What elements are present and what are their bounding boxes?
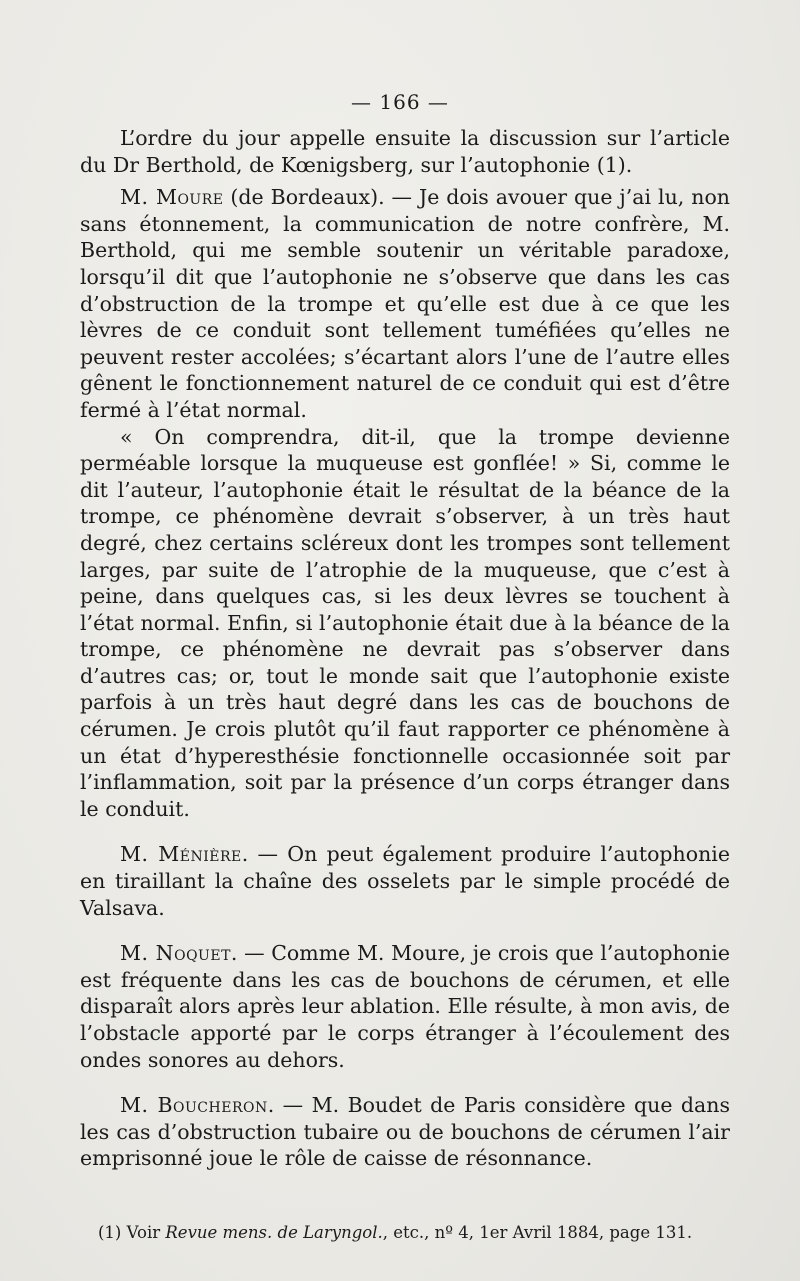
speaker-boucheron: M. Boucheron	[120, 1093, 268, 1118]
boucheron-text: . — M. Boudet de Paris considère que dans les cas d’obstruction tubaire ou de bouchons de cérumen l’air emprisonné joue le rôle de caisse de résonnance.	[80, 1093, 731, 1171]
footnote-journal: Revue mens. de Laryngol.	[165, 1223, 383, 1242]
speaker-moure: M. Moure	[120, 185, 224, 210]
paragraph-quote: « On comprendra, dit-il, que la trompe devienne perméable lorsque la muqueuse est gonflée! » Si, comme le dit l’auteur, l’autophonie était le résultat de la béance de la trompe, ce phénomène devrait s’observer, à un très haut degré, chez certains scléreux dont les trompes sont tellement larges, par suite de l’atrophie de la muqueuse, que c’est à peine, dans quelques cas, si les deux lèvres se touchent à l’état normal. Enfin, si l’autophonie était due à la béance de la trompe, ce phénomène ne devrait pas s’observer dans d’autres cas; or, tout le monde sait que l’autophonie existe parfois à un très haut degré dans les cas de bouchons de cérumen. Je crois plutôt qu’il faut rapporter ce phénomène à un état d’hyperesthésie fonctionnelle occasionnée soit par l’inflammation, soit par la présence d’un corps étranger dans le conduit.	[80, 424, 730, 821]
speaker-noquet: M. Noquet	[120, 941, 231, 966]
moure-text: (de Bordeaux). — Je dois avouer que j’ai lu, non sans étonnement, la communication de notre confrère, M. Berthold, qui me semble soutenir un véritable paradoxe, lorsqu’il dit que l’autophonie ne s’observe que dans les cas d’obstruction de la trompe et qu’elle est due à ce que les lèvres de ce conduit sont tellement tuméfiées qu’elles ne peuvent rester accolées; s’écartant alors l’une de l’autre elles gênent le fonctionnement naturel de ce conduit qui est d’être fermé à l’état normal.	[80, 185, 730, 422]
paragraph-intro: L’ordre du jour appelle ensuite la discussion sur l’article du Dr Berthold, de Kœnigsberg, sur l’autophonie (1).	[80, 126, 730, 177]
paragraph-noquet	[80, 940, 730, 1073]
speaker-meniere: M. Ménière	[120, 842, 242, 867]
meniere-text: . — On peut également produire l’autophonie en tiraillant la chaîne des osselets par le simple procédé de Valsava.	[80, 842, 730, 920]
paragraph-meniere	[80, 841, 730, 921]
footnote-rest: , etc., nº 4, 1er Avril 1884, page 131.	[382, 1223, 693, 1242]
paragraph-moure	[80, 184, 730, 423]
noquet-text: . — Comme M. Moure, je crois que l’autophonie est fréquente dans les cas de bouchons de cérumen, et elle disparaît alors après leur ablation. Elle résulte, à mon avis, de l’obstacle apporté par le corps étranger à l’écoulement des ondes sonores au dehors.	[80, 941, 730, 1072]
body-text	[80, 125, 730, 1172]
footnote-marker: (1)	[98, 1223, 122, 1242]
page-number: — 166 —	[351, 90, 449, 114]
paragraph-boucheron	[80, 1092, 730, 1172]
footnote-lead: Voir	[121, 1223, 166, 1242]
footnote	[98, 1222, 738, 1244]
